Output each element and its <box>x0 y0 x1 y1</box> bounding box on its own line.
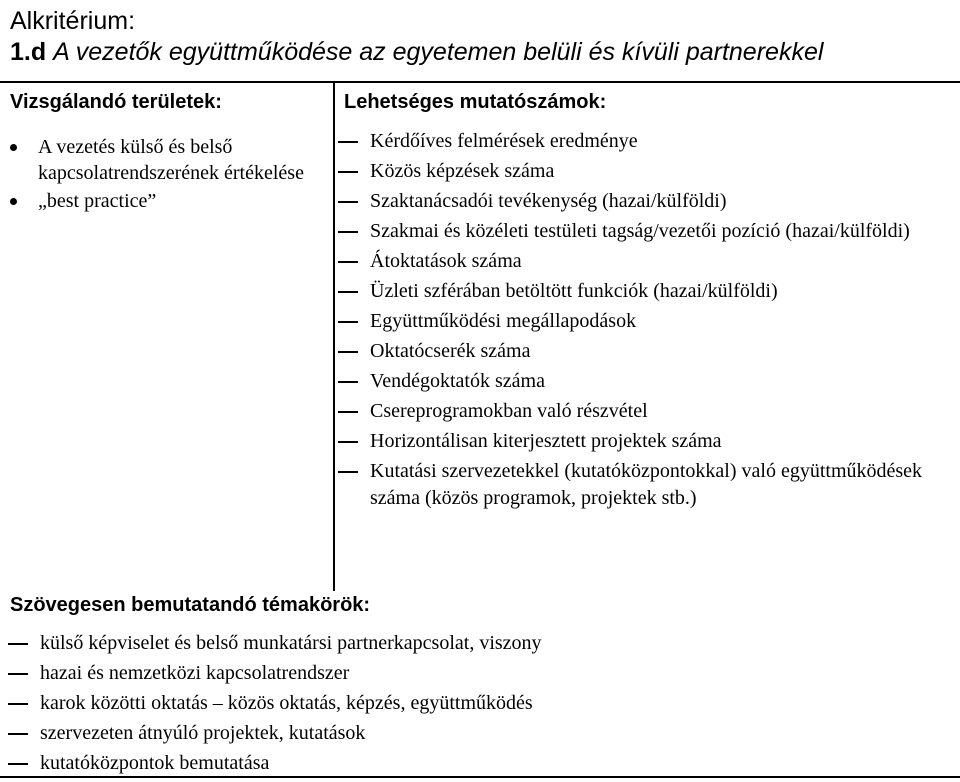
dash-icon <box>8 703 28 705</box>
list-item: Szakmai és közéleti testületi tagság/vezetői pozíció (hazai/külföldi) <box>330 218 950 245</box>
list-item: A vezetés külső és belső kapcsolatrendszerének értékelése <box>0 134 320 186</box>
dash-icon <box>338 471 358 473</box>
examined-areas-list <box>0 134 320 216</box>
list-item: Kérdőíves felmérések eredménye <box>330 128 950 155</box>
textual-topics-title: Szövegesen bemutatandó témakörök: <box>10 594 371 616</box>
dash-icon <box>338 351 358 353</box>
list-item: Együttműködési megállapodások <box>330 308 950 335</box>
criterion-header <box>0 0 960 80</box>
dash-icon <box>338 171 358 173</box>
list-item: külső képviselet és belső munkatársi partnerkapcsolat, viszony <box>0 630 950 656</box>
list-item: Oktatócserék száma <box>330 338 950 365</box>
dash-icon <box>338 201 358 203</box>
subcriterion-title: A vezetők együttműködése az egyetemen belüli és kívüli partnerekkel <box>53 38 824 66</box>
dash-icon <box>338 411 358 413</box>
list-item: kutatóközpontok bemutatása <box>0 750 950 776</box>
examined-areas-title: Vizsgálandó területek: <box>10 91 222 113</box>
dash-icon <box>8 673 28 675</box>
bullet-icon <box>10 144 17 151</box>
dash-icon <box>338 141 358 143</box>
list-item: Közös képzések száma <box>330 158 950 185</box>
list-item: Csereprogramokban való részvétel <box>330 398 950 425</box>
dash-icon <box>8 763 28 765</box>
list-item: Átoktatások száma <box>330 248 950 275</box>
dash-icon <box>8 733 28 735</box>
list-item: Kutatási szervezetekkel (kutatóközpontokkal) való együttműködések száma (közös programok, projektek stb.) <box>330 458 950 511</box>
list-item: „best practice” <box>0 188 320 214</box>
subcriterion-code: 1.d <box>10 38 47 66</box>
subcriterion-label: Alkritérium: <box>10 7 136 35</box>
list-item: karok közötti oktatás – közös oktatás, képzés, együttműködés <box>0 690 950 716</box>
list-item: Vendégoktatók száma <box>330 368 950 395</box>
dash-icon <box>338 321 358 323</box>
indicators-title: Lehetséges mutatószámok: <box>344 91 607 113</box>
indicators-list <box>330 128 950 515</box>
dash-icon <box>338 441 358 443</box>
bullet-icon <box>10 198 17 205</box>
list-item: Üzleti szférában betöltött funkciók (hazai/külföldi) <box>330 278 950 305</box>
dash-icon <box>338 231 358 233</box>
list-item: Horizontálisan kiterjesztett projektek száma <box>330 428 950 455</box>
dash-icon <box>338 291 358 293</box>
list-item: Szaktanácsadói tevékenység (hazai/külföldi) <box>330 188 950 215</box>
list-item: szervezeten átnyúló projektek, kutatások <box>0 720 950 746</box>
dash-icon <box>338 261 358 263</box>
dash-icon <box>8 643 28 645</box>
textual-topics-list <box>0 630 950 780</box>
list-item: hazai és nemzetközi kapcsolatrendszer <box>0 660 950 686</box>
subcriterion-title-line <box>10 36 823 68</box>
table-top-border <box>0 81 960 83</box>
dash-icon <box>338 381 358 383</box>
